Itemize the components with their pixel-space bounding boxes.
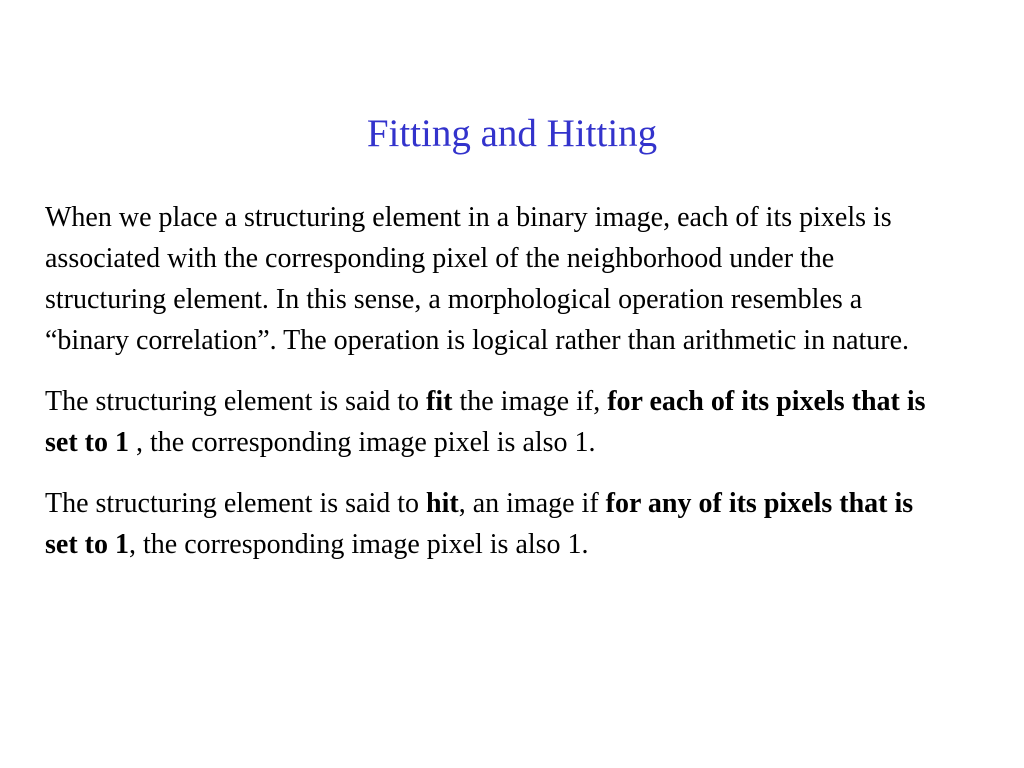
slide-title: Fitting and Hitting [366,112,658,155]
hit-condition: for any of its pixels that is set to 1 [45,488,914,560]
fit-condition: for each of its pixels that is set to 1 [45,386,926,458]
term-hit: hit [426,488,459,519]
paragraph-intro: When we place a structuring element in a binary image, each of its pixels is associated with the corresponding pixel of the neighborhood under the structuring element. In this sense, a morphological operation resembles a “binary correlation”. The operation is logical rather than arithmetic in nature. [45,202,910,356]
paragraph-fit-definition [45,381,945,463]
text-fragment: The structuring element is said to [45,488,427,519]
text-fragment: , an image if [458,488,606,519]
slide-body [45,197,945,585]
term-fit: fit [426,386,453,417]
text-fragment: The structuring element is said to [45,386,427,417]
text-fragment: the image if, [452,386,608,417]
text-fragment: , the corresponding image pixel is also 1. [128,529,589,560]
text-fragment: , the corresponding image pixel is also 1. [128,427,596,458]
paragraph-hit-definition [45,483,945,565]
